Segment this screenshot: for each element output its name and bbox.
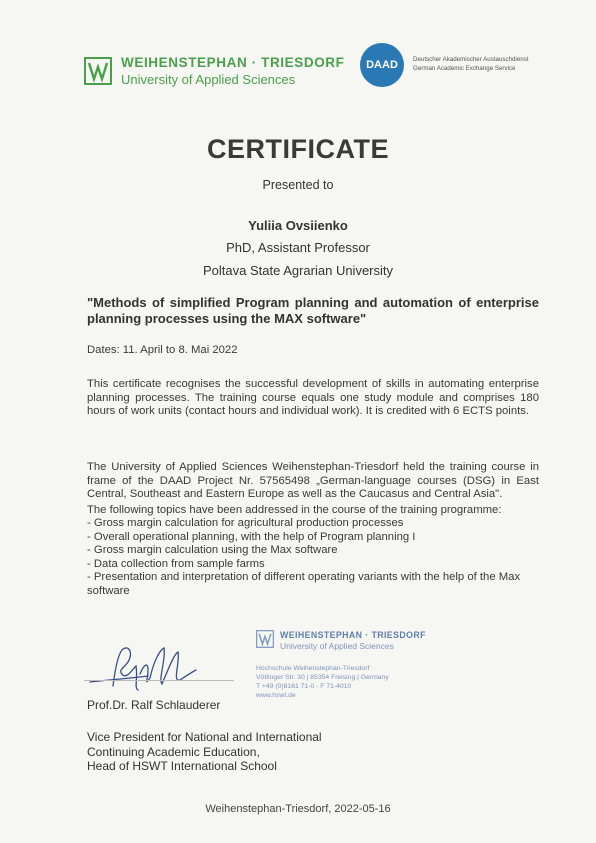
stamp-subtitle: University of Applied Sciences (280, 641, 394, 651)
topics-list (87, 517, 539, 599)
stamp-name: WEIHENSTEPHAN · TRIESDORF (280, 630, 426, 640)
stamp-line: Hochschule Weihenstephan-Triesdorf (256, 665, 370, 672)
course-title: "Methods of simplified Program planning and automation of enterprise planning processes using the MAX software" (87, 295, 539, 326)
daad-logo-icon (360, 43, 404, 87)
presented-to-label: Presented to (262, 178, 334, 192)
recipient-degree: PhD, Assistant Professor (226, 240, 370, 255)
university-subtitle: University of Applied Sciences (121, 72, 296, 87)
signatory-role-line: Head of HSWT International School (87, 759, 277, 773)
certificate-title: CERTIFICATE (207, 134, 389, 164)
daad-name-english: German Academic Exchange Service (413, 65, 516, 72)
signatory-role-line: Vice President for National and International (87, 730, 322, 744)
signature-line (84, 680, 234, 681)
university-name: WEIHENSTEPHAN · TRIESDORF (121, 55, 345, 70)
handwritten-signature (88, 640, 198, 700)
recipient-institution: Poltava State Agrarian University (202, 263, 394, 278)
topic-item: - Gross margin calculation for agricultural production processes (87, 517, 404, 529)
stamp-line: Vöttinger Str. 30 | 85354 Freising | Germany (256, 674, 389, 681)
daad-logo-text: DAAD (366, 59, 398, 71)
signatory-role-line: Continuing Academic Education, (87, 744, 260, 759)
topic-item: - Overall operational planning, with the help of Program planning I (87, 530, 416, 543)
university-logo-icon (84, 57, 112, 85)
topic-item: - Data collection from sample farms (87, 557, 265, 570)
daad-name-german: Deutscher Akademischer Austauschdienst (413, 56, 529, 63)
recognition-paragraph: This certificate recognises the successful development of skills in automating enterprise planning processes. The training course equals one study module and comprises 180 hours of work units (contact hours and individual work). It is credited with 6 ECTS points. (87, 378, 539, 418)
project-paragraph: The University of Applied Sciences Weihenstephan-Triesdorf held the training course in frame of the DAAD Project Nr. 57565498 „German-language courses (DSG) in East Central, Southeast and Eastern Europe as well as the Caucasus and Central Asia". (87, 461, 539, 501)
stamp-address (256, 664, 389, 700)
topic-item: - Gross margin calculation using the Max software (87, 544, 338, 557)
place-and-date: Weihenstephan-Triesdorf, 2022-05-16 (205, 803, 391, 815)
topics-intro: The following topics have been addressed in the course of the training programme: (87, 504, 502, 516)
signatory-name: Prof.Dr. Ralf Schlauderer (87, 698, 221, 712)
stamp-line: T +49 (0)8161 71-0 · F 71-4010 (256, 683, 352, 690)
topic-item: - Presentation and interpretation of different operating variants with the help of the Max software (87, 571, 521, 597)
recipient-name: Yuliia Ovsiienko (248, 218, 348, 233)
course-dates: Dates: 11. April to 8. Mai 2022 (87, 344, 238, 356)
stamp-line: www.hswt.de (256, 692, 296, 699)
stamp-logo-icon (256, 630, 274, 648)
signatory-role (87, 730, 322, 774)
